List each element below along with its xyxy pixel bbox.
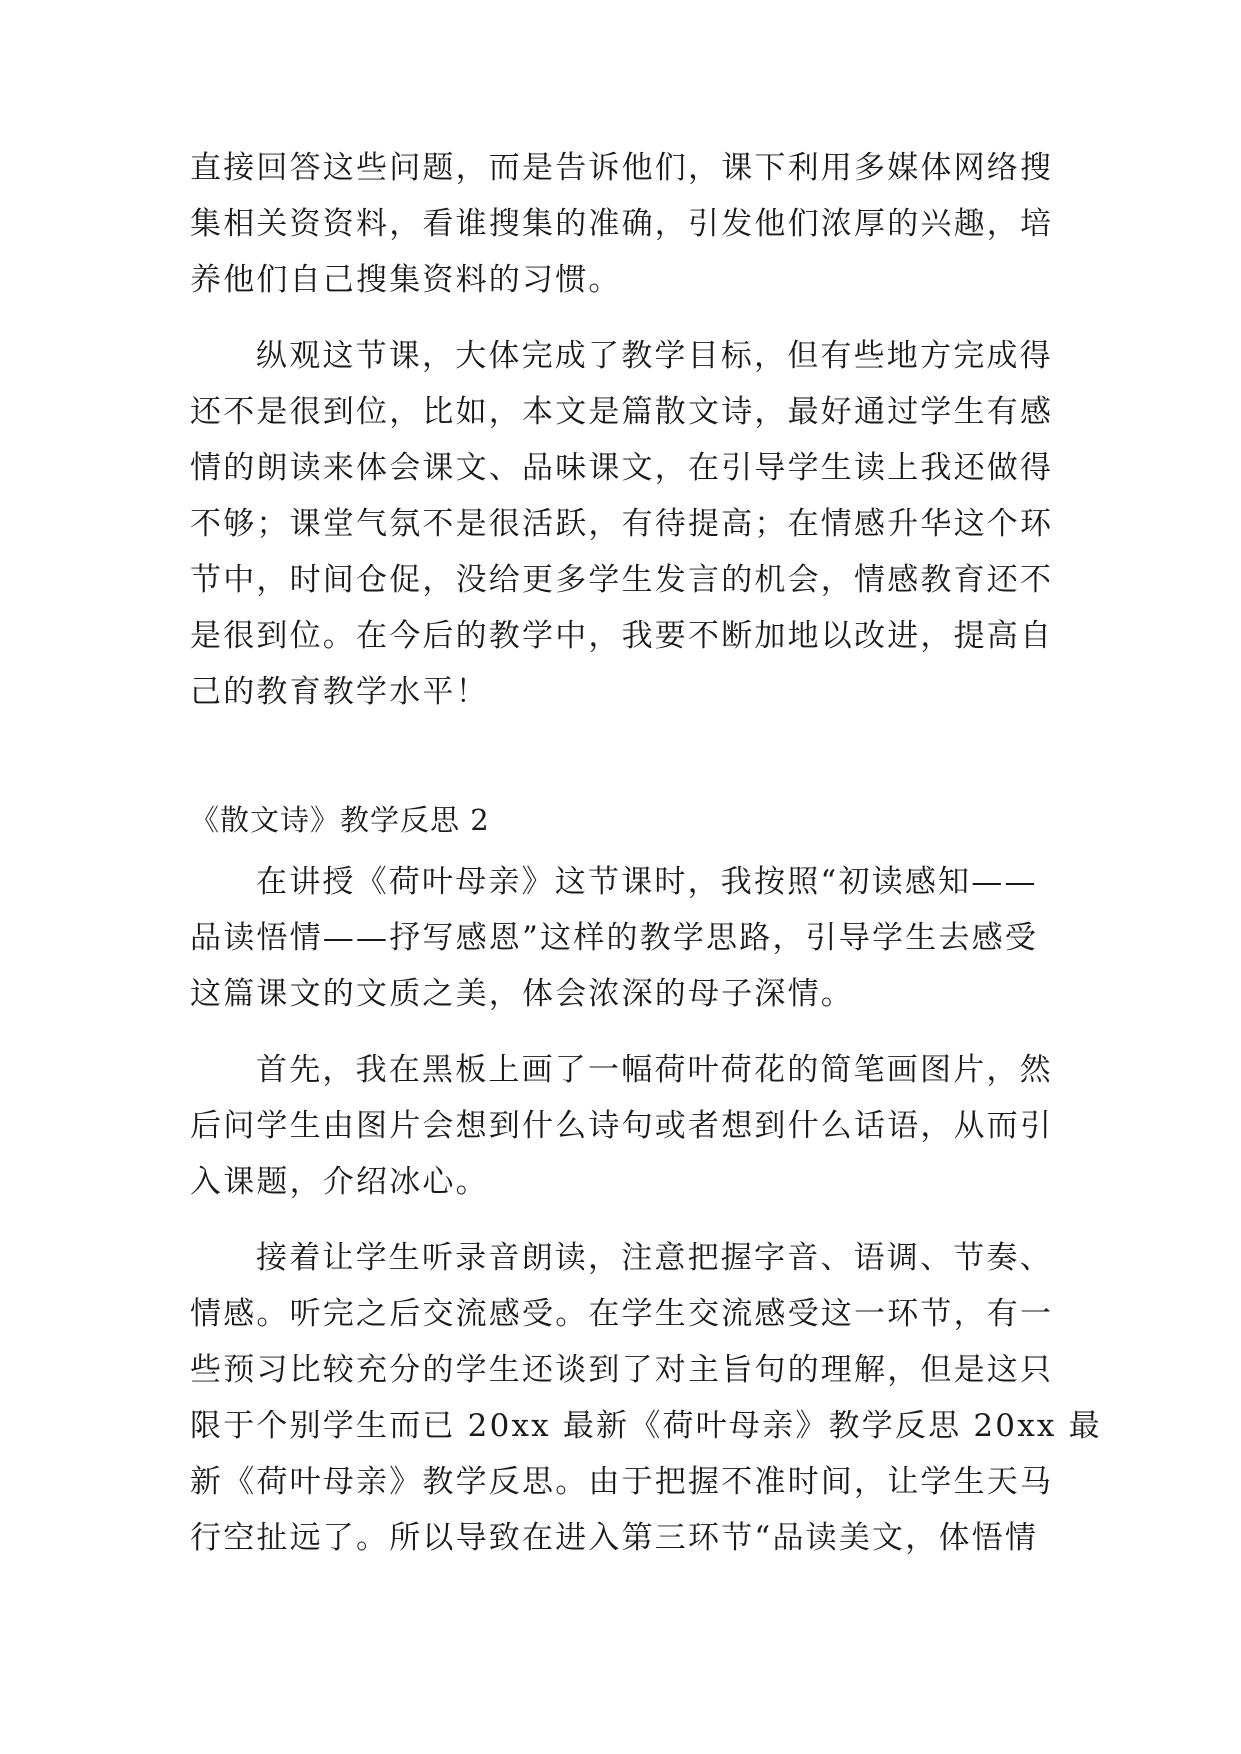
text-line: 养他们自己搜集资料的习惯。 [190,262,622,298]
text-line: 后问学生由图片会想到什么诗句或者想到什么话语，从而引 [190,1108,1054,1144]
text-line: 纵观这节课，大体完成了教学目标，但有些地方完成得 [256,338,1053,374]
text-line: 节中，时间仓促，没给更多学生发言的机会，情感教育还不 [190,562,1054,598]
text-line: 入课题，介绍冰心。 [190,1164,489,1200]
text-line: 些预习比较充分的学生还谈到了对主旨句的理解，但是这只 [190,1352,1054,1388]
text-line: 这篇课文的文质之美，体会浓深的母子深情。 [190,976,854,1012]
text-line: 集相关资资料，看谁搜集的准确，引发他们浓厚的兴趣，培 [190,206,1054,242]
text-line: 新《荷叶母亲》教学反思。由于把握不准时间，让学生天马 [190,1464,1054,1500]
text-line: 不够；课堂气氛不是很活跃，有待提高；在情感升华这个环 [190,506,1054,542]
text-line: 情感。听完之后交流感受。在学生交流感受这一环节，有一 [190,1296,1054,1332]
text-line: 是很到位。在今后的教学中，我要不断加地以改进，提高自 [190,618,1054,654]
text-line: 还不是很到位，比如，本文是篇散文诗，最好通过学生有感 [190,394,1054,430]
text-line: 品读悟情——抒写感恩”这样的教学思路，引导学生去感受 [190,920,1039,956]
text-line: 接着让学生听录音朗读，注意把握字音、语调、节奏、 [256,1240,1053,1276]
text-line: 己的教育教学水平！ [190,674,489,710]
section-title: 《散文诗》教学反思 2 [190,803,490,837]
text-line: 限于个别学生而已 20xx 最新《荷叶母亲》教学反思 20xx 最 [190,1408,1102,1444]
text-line: 首先，我在黑板上画了一幅荷叶荷花的简笔画图片，然 [256,1052,1053,1088]
text-line: 直接回答这些问题，而是告诉他们，课下利用多媒体网络搜 [190,150,1054,186]
text-line: 情的朗读来体会课文、品味课文，在引导学生读上我还做得 [190,450,1054,486]
text-line: 行空扯远了。所以导致在进入第三环节“品读美文，体悟情 [190,1520,1039,1556]
text-line: 在讲授《荷叶母亲》这节课时，我按照“初读感知—— [256,864,1038,900]
